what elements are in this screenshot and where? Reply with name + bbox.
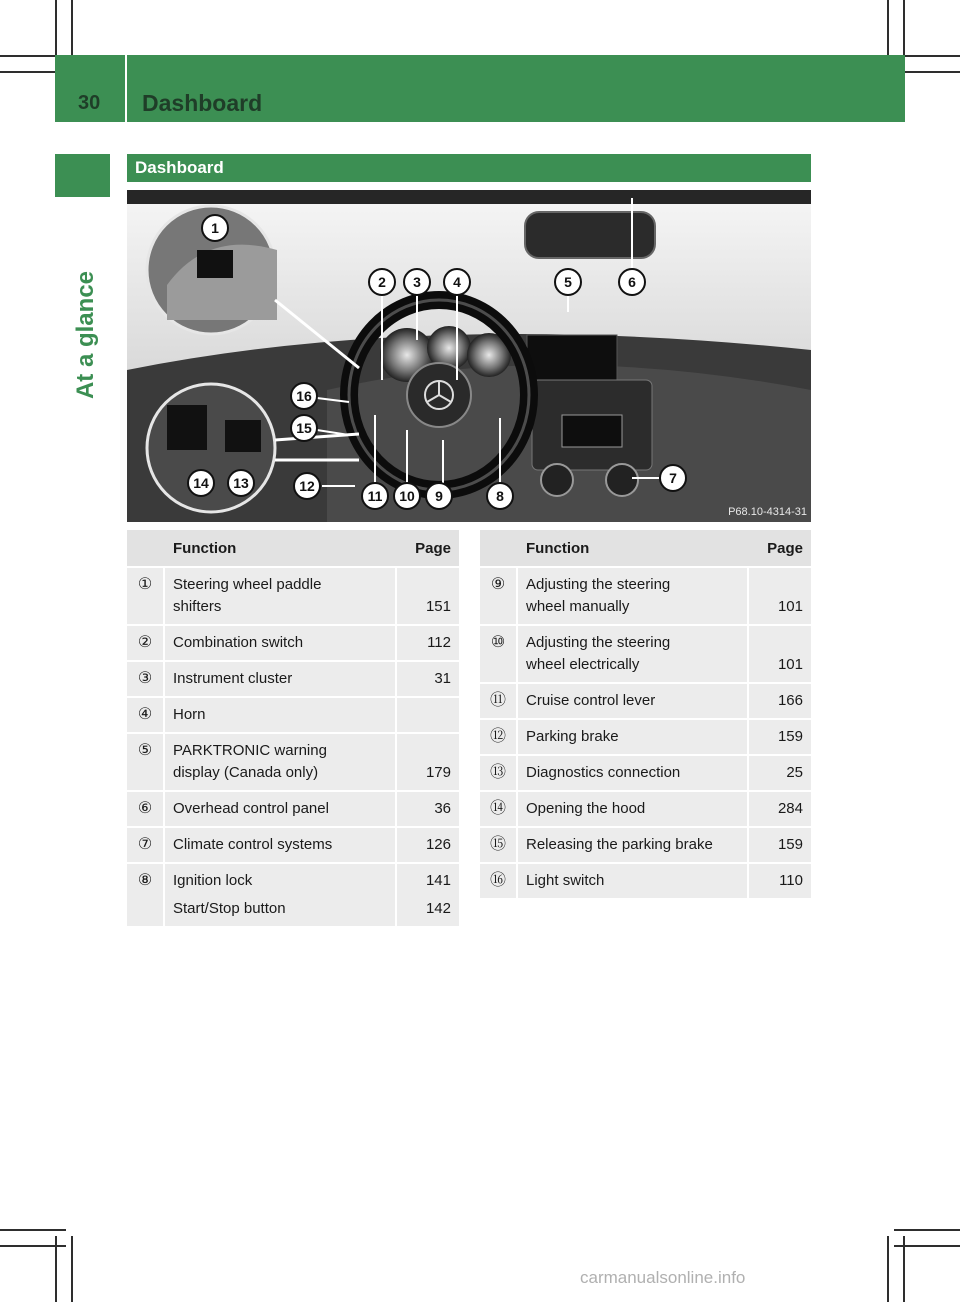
table-row bbox=[480, 862, 811, 898]
header-divider bbox=[125, 55, 127, 122]
table-row bbox=[480, 624, 811, 682]
row-number bbox=[127, 898, 165, 926]
crop-mark bbox=[0, 1229, 66, 1231]
callout-1: 1 bbox=[201, 214, 229, 242]
row-function: Combination switch bbox=[165, 624, 397, 660]
row-page: 179 bbox=[397, 732, 459, 790]
row-function: Diagnostics connection bbox=[518, 754, 749, 790]
row-number: ⑯ bbox=[480, 862, 518, 898]
callout-4: 4 bbox=[443, 268, 471, 296]
page-title: Dashboard bbox=[142, 90, 263, 116]
callout-11: 11 bbox=[361, 482, 389, 510]
header-page: Page bbox=[749, 530, 811, 566]
watermark: carmanualsonline.info bbox=[580, 1268, 746, 1287]
row-page: 166 bbox=[749, 682, 811, 718]
table-row bbox=[127, 660, 459, 696]
callout-3: 3 bbox=[403, 268, 431, 296]
row-page: 112 bbox=[397, 624, 459, 660]
row-page: 101 bbox=[749, 566, 811, 624]
row-function: Instrument cluster bbox=[165, 660, 397, 696]
dashboard-photo bbox=[127, 190, 811, 522]
crop-mark bbox=[894, 1229, 960, 1231]
table-header-row bbox=[480, 530, 811, 566]
row-page: 142 bbox=[397, 898, 459, 926]
table-header-row bbox=[127, 530, 459, 566]
row-page: 101 bbox=[749, 624, 811, 682]
row-function: Parking brake bbox=[518, 718, 749, 754]
row-function: Opening the hood bbox=[518, 790, 749, 826]
row-function: Cruise control lever bbox=[518, 682, 749, 718]
table-row bbox=[127, 826, 459, 862]
table-row bbox=[127, 732, 459, 790]
row-number: ⑥ bbox=[127, 790, 165, 826]
table-row bbox=[127, 898, 459, 926]
row-number: ② bbox=[127, 624, 165, 660]
row-page: 141 bbox=[397, 862, 459, 898]
row-number: ⑦ bbox=[127, 826, 165, 862]
row-function: Adjusting the steering wheel manually bbox=[518, 566, 749, 624]
row-function: Overhead control panel bbox=[165, 790, 397, 826]
row-function: Ignition lock bbox=[165, 862, 397, 898]
table-row bbox=[127, 624, 459, 660]
table-body bbox=[127, 566, 459, 926]
chapter-label: At a glance bbox=[72, 270, 99, 400]
table-row bbox=[480, 718, 811, 754]
row-function: Releasing the parking brake bbox=[518, 826, 749, 862]
crop-mark bbox=[71, 1236, 73, 1302]
header-num bbox=[480, 530, 518, 566]
row-page: 25 bbox=[749, 754, 811, 790]
table-body bbox=[480, 566, 811, 898]
row-number: ⑤ bbox=[127, 732, 165, 790]
callout-16: 16 bbox=[290, 382, 318, 410]
header-num bbox=[127, 530, 165, 566]
row-number: ⑨ bbox=[480, 566, 518, 624]
row-function: PARKTRONIC warning display (Canada only) bbox=[165, 732, 397, 790]
table-row bbox=[480, 754, 811, 790]
callout-9: 9 bbox=[425, 482, 453, 510]
table-row bbox=[127, 790, 459, 826]
table-row bbox=[480, 826, 811, 862]
row-function: Climate control systems bbox=[165, 826, 397, 862]
section-heading: Dashboard bbox=[127, 154, 811, 182]
row-page: 159 bbox=[749, 718, 811, 754]
chapter-tab bbox=[55, 154, 110, 197]
crop-mark bbox=[0, 1245, 66, 1247]
row-number: ⑭ bbox=[480, 790, 518, 826]
page-number: 30 bbox=[78, 92, 101, 114]
row-number: ① bbox=[127, 566, 165, 624]
callout-15: 15 bbox=[290, 414, 318, 442]
crop-mark bbox=[894, 1245, 960, 1247]
row-number: ⑩ bbox=[480, 624, 518, 682]
header-function: Function bbox=[165, 530, 397, 566]
row-number: ⑫ bbox=[480, 718, 518, 754]
crop-mark bbox=[887, 1236, 889, 1302]
callout-14: 14 bbox=[187, 469, 215, 497]
row-function: Steering wheel paddle shifters bbox=[165, 566, 397, 624]
row-page bbox=[397, 696, 459, 732]
row-page: 159 bbox=[749, 826, 811, 862]
callout-7: 7 bbox=[659, 464, 687, 492]
callout-2: 2 bbox=[368, 268, 396, 296]
row-number: ⑮ bbox=[480, 826, 518, 862]
table-row bbox=[127, 566, 459, 624]
table-row bbox=[127, 696, 459, 732]
row-number: ③ bbox=[127, 660, 165, 696]
callout-12: 12 bbox=[293, 472, 321, 500]
row-number: ⑧ bbox=[127, 862, 165, 898]
dashboard-illustration bbox=[127, 190, 811, 522]
header-page: Page bbox=[397, 530, 459, 566]
figure-caption: P68.10-4314-31 bbox=[728, 506, 807, 518]
row-page: 284 bbox=[749, 790, 811, 826]
table-row bbox=[480, 790, 811, 826]
row-number: ④ bbox=[127, 696, 165, 732]
table-row bbox=[480, 566, 811, 624]
row-page: 31 bbox=[397, 660, 459, 696]
row-number: ⑬ bbox=[480, 754, 518, 790]
callout-13: 13 bbox=[227, 469, 255, 497]
table-row bbox=[127, 862, 459, 898]
callout-10: 10 bbox=[393, 482, 421, 510]
function-table-right bbox=[480, 530, 811, 898]
row-function: Light switch bbox=[518, 862, 749, 898]
callout-6: 6 bbox=[618, 268, 646, 296]
row-page: 36 bbox=[397, 790, 459, 826]
row-function: Start/Stop button bbox=[165, 898, 397, 926]
row-function: Adjusting the steering wheel electrically bbox=[518, 624, 749, 682]
row-number: ⑪ bbox=[480, 682, 518, 718]
table-row bbox=[480, 682, 811, 718]
function-table-left bbox=[127, 530, 459, 926]
row-page: 126 bbox=[397, 826, 459, 862]
callout-8: 8 bbox=[486, 482, 514, 510]
row-page: 151 bbox=[397, 566, 459, 624]
row-page: 110 bbox=[749, 862, 811, 898]
header-function: Function bbox=[518, 530, 749, 566]
callout-5: 5 bbox=[554, 268, 582, 296]
row-function: Horn bbox=[165, 696, 397, 732]
